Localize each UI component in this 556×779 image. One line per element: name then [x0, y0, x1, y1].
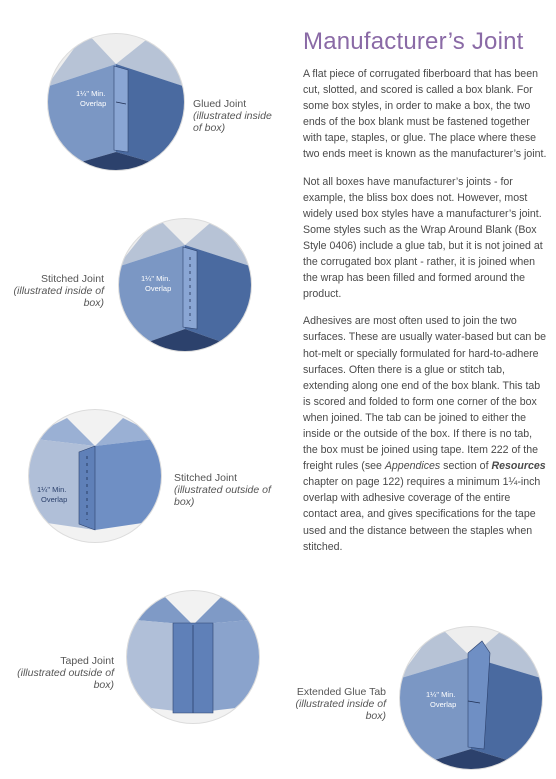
- overlap-label-line1: 1¼" Min.: [76, 89, 106, 98]
- paragraph-3-part2: section of: [440, 460, 492, 473]
- stitched-joint-inside-diagram: [117, 217, 253, 353]
- overlap-label-line2: Overlap: [145, 284, 172, 293]
- overlap-label-line1: 1¼" Min.: [426, 690, 456, 699]
- caption-title: Taped Joint: [60, 655, 114, 667]
- overlap-label-line1: 1¼" Min.: [37, 485, 67, 494]
- extended-glue-tab-caption: [284, 686, 386, 722]
- overlap-label-line1: 1¼" Min.: [141, 274, 171, 283]
- stitched-joint-outside-diagram: [27, 408, 163, 544]
- paragraph-3: [303, 313, 547, 554]
- paragraph-2: Not all boxes have manufacturer’s joints - for example, the bliss box does not. However, most widely used box styles have a manufacturer’s joint. Some styles such as the Wrap Around Blank (Box Style 0406) include a glue tab, but it is not joined at the corrugated box plant - rather, it is joined when the wrap has been filled and formed around the product.: [303, 175, 543, 301]
- stitched-joint-outside-caption: [174, 472, 274, 508]
- overlap-label-line2: Overlap: [41, 495, 68, 504]
- caption-subtitle: (illustrated outside of box): [17, 667, 114, 691]
- caption-title: Stitched Joint: [174, 472, 238, 484]
- page-title: Manufacturer’s Joint: [303, 28, 524, 55]
- resources-ref: Resources: [491, 460, 546, 473]
- caption-subtitle: (illustrated inside of box): [13, 285, 104, 309]
- appendices-ref: Appendices: [384, 460, 441, 473]
- paragraph-3-part3: chapter on page 122) requires a minimum 1¼-inch overlap with adhesive coverage of the entire contact area, and gives specifications for the tape used and the distance between the staples when stitched.: [303, 476, 541, 553]
- paragraph-3-part1: Adhesives are most often used to join the two surfaces. These are usually water-based but can be hot-melt or specially formulated for hard-to-adhere surfaces. Often there is a glue or stitch tab, extending along one end of the box blank. This tab is scored and folded to form one corner of the box when joined. The tab can be joined to either the inside or the outside of the box. If there is no tab, the box must be joined using tape. Item 222 of the freight rules (see: [303, 315, 547, 473]
- glued-joint-caption: [193, 98, 283, 134]
- glued-joint-diagram: [46, 32, 186, 172]
- extended-glue-tab-diagram: [398, 625, 544, 771]
- paragraph-1: A flat piece of corrugated fiberboard that has been cut, slotted, and scored is called a box blank. For some box styles, in order to make a box, the two ends of the box blank must be fastened together with tape, staples, or glue. The place where these two ends meet is known as the manufacturer’s joint.: [303, 68, 547, 161]
- taped-joint-caption: [16, 655, 114, 691]
- caption-subtitle: (illustrated inside of box): [295, 698, 386, 722]
- caption-title: Extended Glue Tab: [296, 686, 386, 698]
- caption-subtitle: (illustrated outside of box): [174, 484, 271, 508]
- caption-title: Stitched Joint: [40, 273, 104, 285]
- overlap-label-line2: Overlap: [80, 99, 107, 108]
- caption-subtitle: (illustrated inside of box): [193, 110, 272, 134]
- taped-joint-diagram: [125, 589, 261, 725]
- body-text: [303, 66, 547, 566]
- stitched-joint-inside-caption: [10, 273, 104, 309]
- overlap-label-line2: Overlap: [430, 700, 457, 709]
- caption-title: Glued Joint: [193, 98, 247, 110]
